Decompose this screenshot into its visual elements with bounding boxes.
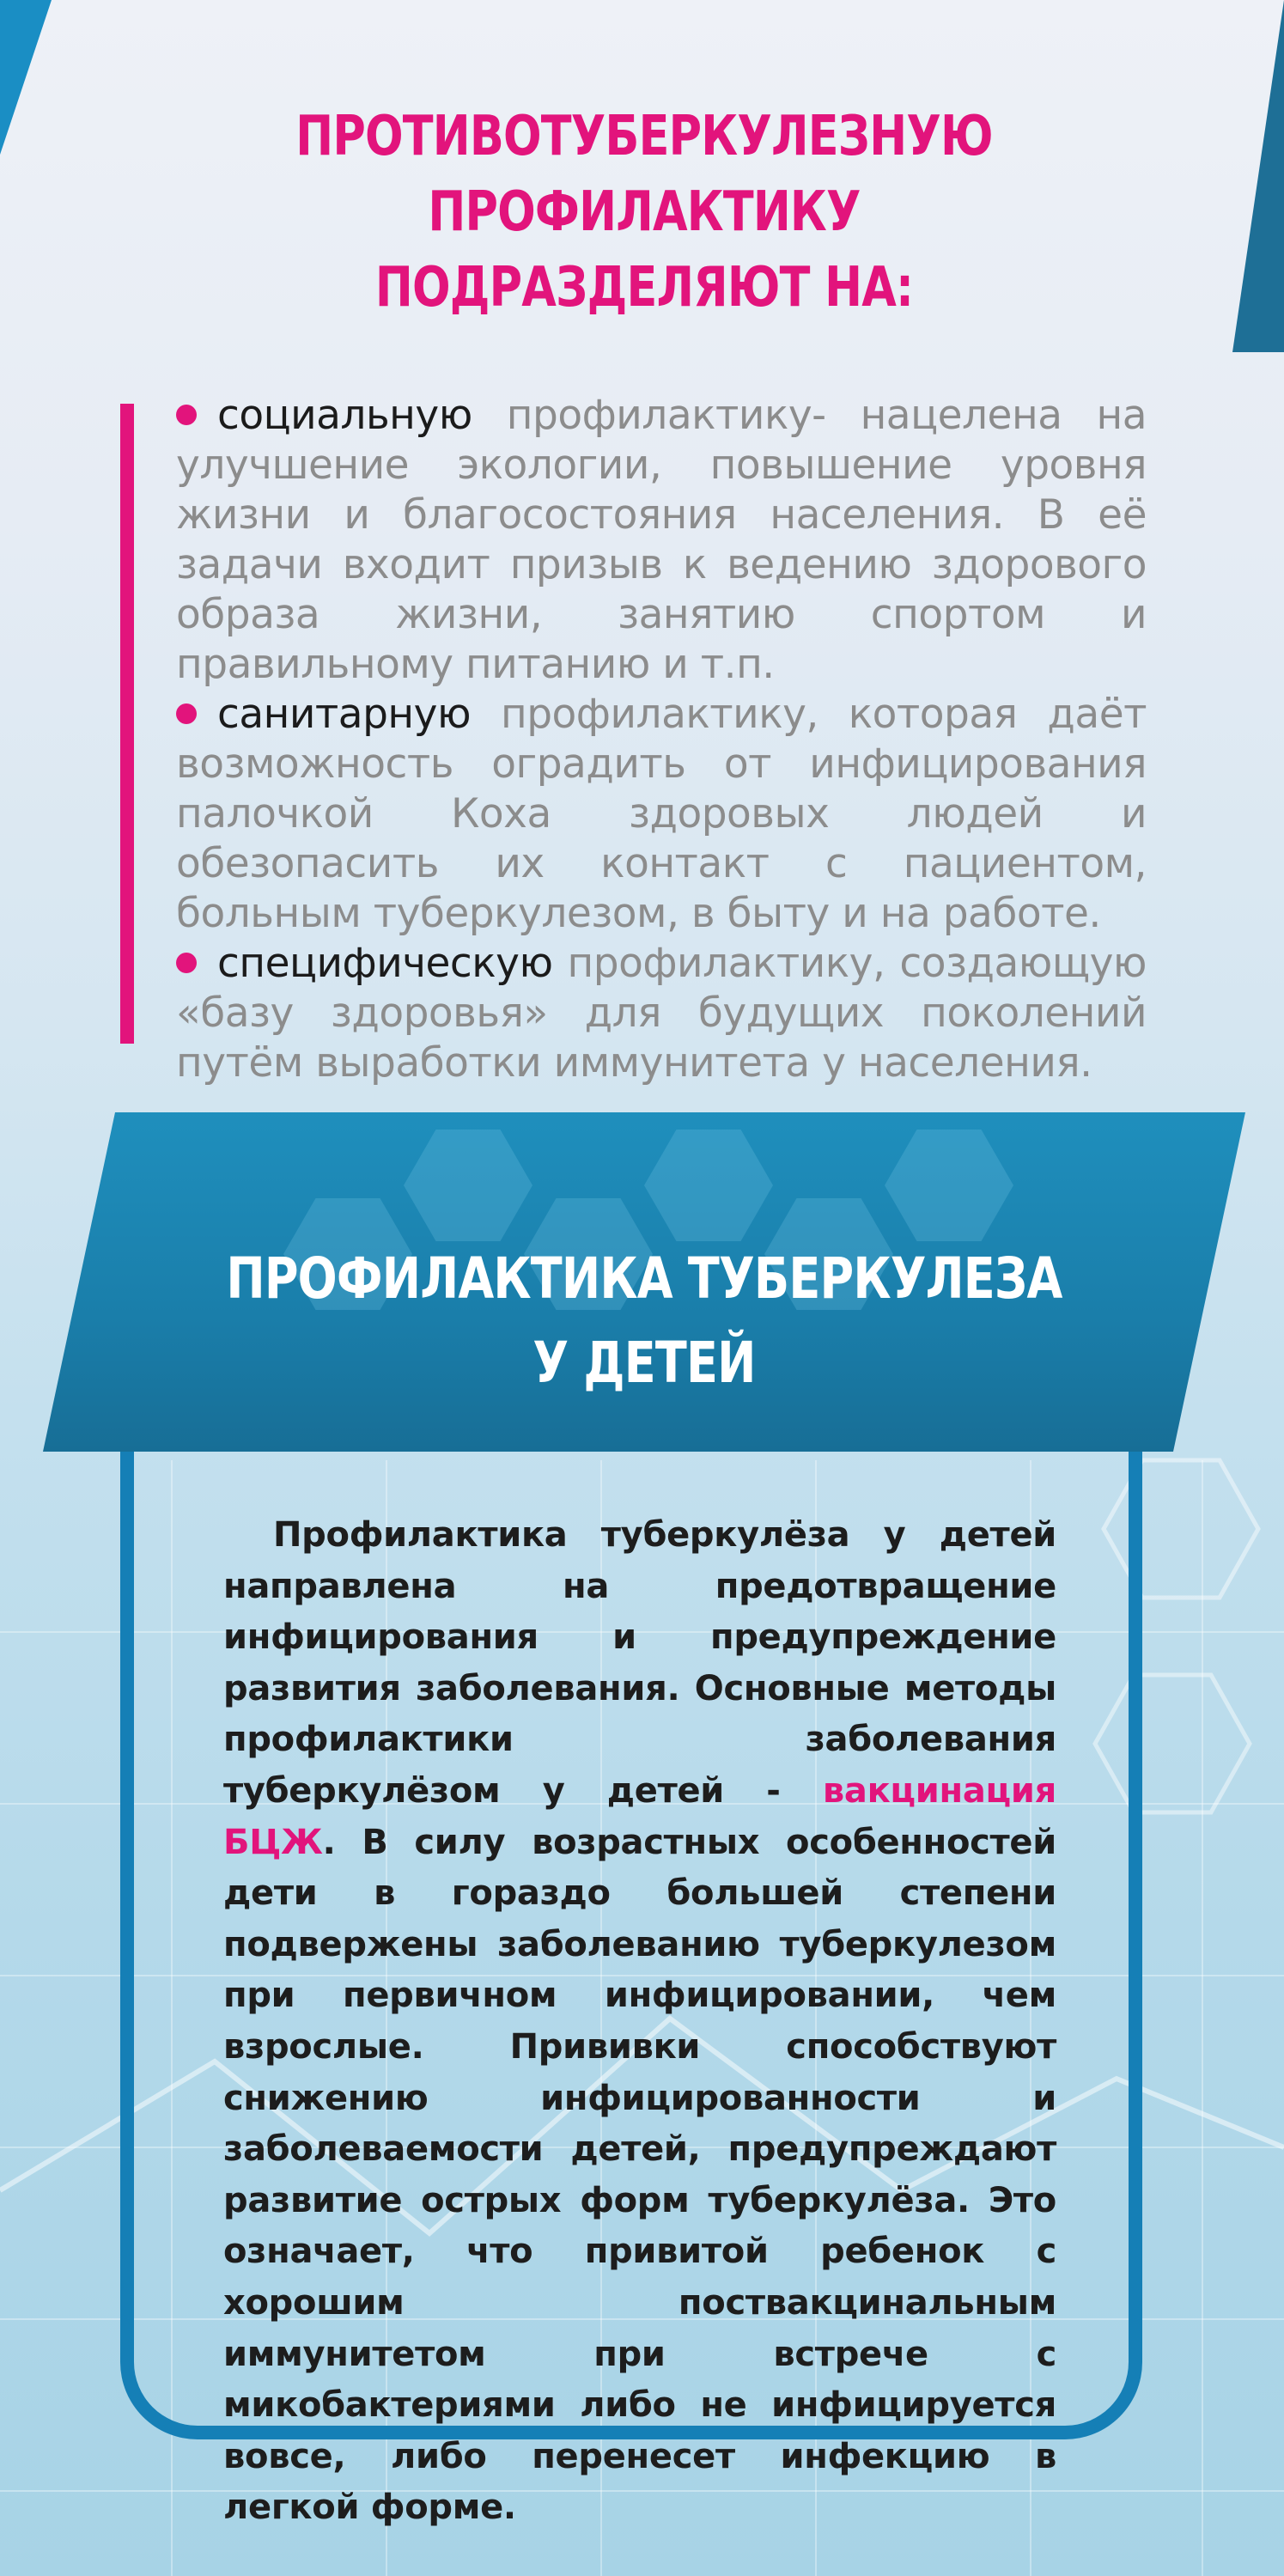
list-item: [176, 939, 1147, 1088]
corner-decoration-top-left: [0, 0, 52, 155]
list-item-text: профилактику, которая даёт возможность оградить от инфицирования палочкой Коха здоровых людей и обезопасить их контакт с пациентом, больным туберкулезом, в быту и на работе.: [176, 691, 1147, 937]
info-box-text: [223, 1510, 1056, 2534]
list-accent-bar: [120, 404, 134, 1044]
vaccination-highlight: вакцинация БЦЖ: [223, 1770, 1056, 1862]
list-item-text: профилактику- нацелена на улучшение экологии, повышение уровня жизни и благосостояния населения. В её задачи входит призыв к ведению здорового образа жизни, занятию спортом и правильному питанию и т.п.: [176, 392, 1147, 688]
prevention-types-list: [176, 391, 1147, 1088]
bullet-icon: [176, 405, 197, 425]
list-item: [176, 391, 1147, 690]
list-item: [176, 690, 1147, 939]
heading-line: ПОДРАЗДЕЛЯЮТ НА:: [374, 256, 914, 320]
list-item-term: социальную: [217, 392, 472, 439]
section-title-line: У ДЕТЕЙ: [532, 1330, 756, 1396]
main-heading: [257, 99, 1031, 326]
list-item-term: специфическую: [217, 940, 553, 987]
heading-line: ПРОТИВОТУБЕРКУЛЕЗНУЮ: [295, 105, 993, 168]
hexagon-decoration: [644, 1130, 773, 1241]
bullet-icon: [176, 953, 197, 973]
heading-line: ПРОФИЛАКТИКУ: [428, 180, 861, 244]
list-item-text: профилактику, создающую «базу здоровья» для будущих поколений путём выработки иммунитета у населения.: [176, 940, 1147, 1087]
info-text-part: Профилактика туберкулёза у детей направлена на предотвращение инфицирования и предупреждение развития заболевания. Основные методы профилактики заболевания туберкулёзом у детей -: [223, 1515, 1056, 1811]
bullet-icon: [176, 703, 197, 724]
hexagon-decoration: [404, 1130, 532, 1241]
section-title-line: ПРОФИЛАКТИКА ТУБЕРКУЛЕЗА: [226, 1245, 1062, 1312]
info-text-part: . В силу возрастных особенностей дети в гораздо большей степени подвержены заболеванию туберкулезом при первичном инфицировании, чем взрослые. Прививки способствуют снижению инфицированности и заболеваемости детей, предупреждают развитие острых форм туберкулёза. Это означает, что привитой ребенок с хорошим поствакцинальным иммунитетом при встрече с микобактериями либо не инфицируется вовсе, либо перенесет инфекцию в легкой форме.: [223, 1822, 1056, 2528]
hexagon-decoration: [885, 1130, 1013, 1241]
list-item-term: санитарную: [217, 691, 472, 738]
section-title: [222, 1237, 1067, 1405]
